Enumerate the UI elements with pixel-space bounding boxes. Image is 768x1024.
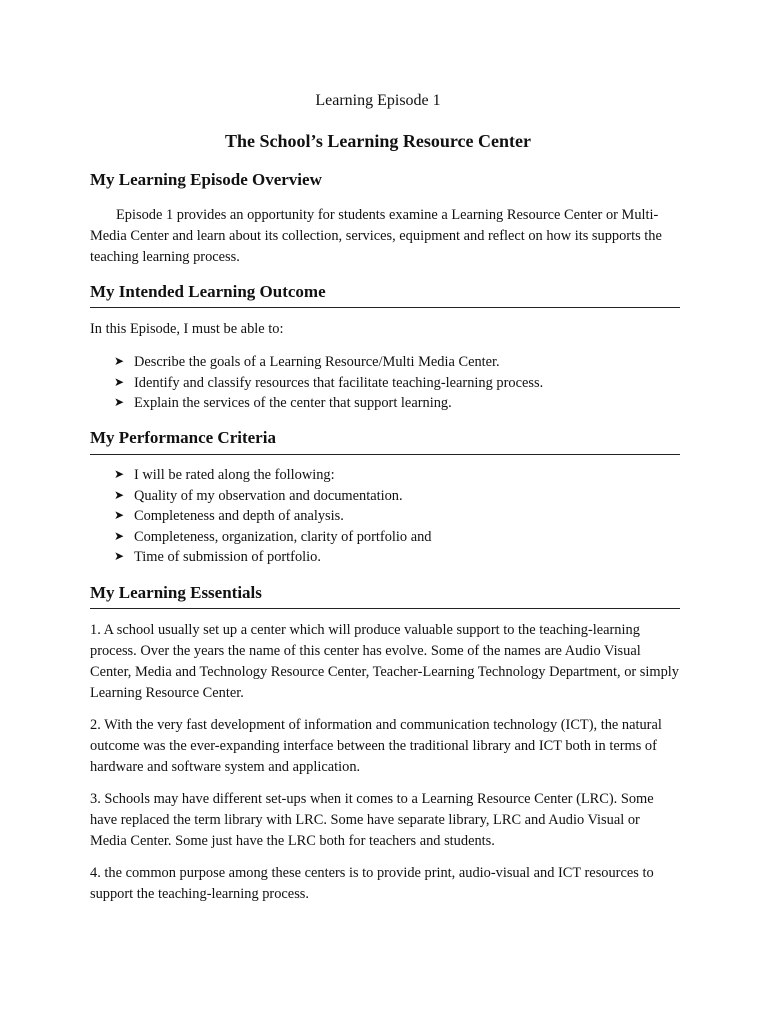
list-item-text: Time of submission of portfolio. — [134, 549, 321, 566]
list-item-text: Explain the services of the center that support learning. — [134, 395, 452, 412]
list-item — [114, 465, 431, 486]
essentials-heading: My Learning Essentials — [90, 583, 262, 602]
essentials-divider — [90, 608, 680, 609]
arrow-bullet-icon: ➤ — [114, 467, 125, 481]
list-item-text: Completeness and depth of analysis. — [134, 508, 344, 525]
overview-heading: My Learning Episode Overview — [90, 170, 322, 189]
list-item — [114, 486, 431, 507]
outcome-list — [114, 352, 543, 414]
criteria-divider — [90, 454, 680, 455]
arrow-bullet-icon: ➤ — [114, 395, 125, 410]
list-item-text: Quality of my observation and documentation. — [134, 487, 403, 504]
list-item — [114, 527, 431, 548]
list-item-text: I will be rated along the following: — [134, 467, 335, 483]
document-title: The School’s Learning Resource Center — [225, 131, 531, 151]
arrow-bullet-icon: ➤ — [114, 508, 125, 523]
arrow-bullet-icon: ➤ — [114, 549, 125, 564]
list-item — [114, 373, 543, 394]
list-item-text: Identify and classify resources that facilitate teaching-learning process. — [134, 374, 544, 391]
list-item-text: Describe the goals of a Learning Resource/Multi Media Center. — [134, 354, 500, 370]
list-item-text: Completeness, organization, clarity of portfolio and — [134, 528, 432, 545]
list-item — [114, 352, 543, 373]
list-item — [114, 547, 431, 568]
criteria-heading: My Performance Criteria — [90, 428, 276, 447]
essentials-paragraph-3: 3. Schools may have different set-ups when it comes to a Learning Resource Center (LRC). Some have replaced the term library with LRC. Some have separate library, LRC and Audio Visual or Media Center. Some just have the LRC both for teachers and students. — [90, 791, 654, 849]
arrow-bullet-icon: ➤ — [114, 528, 125, 543]
list-item — [114, 393, 543, 414]
essentials-paragraph-4: 4. the common purpose among these centers is to provide print, audio-visual and ICT resources to support the teaching-learning process. — [90, 865, 654, 902]
overview-paragraph: Episode 1 provides an opportunity for students examine a Learning Resource Center or Multi-Media Center and learn about its collection, services, equipment and reflect on how its supports the teaching learning process. — [90, 207, 662, 265]
essentials-paragraph-1: 1. A school usually set up a center which will produce valuable support to the teaching-learning process. Over the years the name of this center has evolve. Some of the names are Audio Visual Center, Media and Technology Resource Center, Teacher-Learning Technology Department, or simply Learning Resource Center. — [90, 622, 679, 701]
list-item — [114, 506, 431, 527]
arrow-bullet-icon: ➤ — [114, 354, 125, 368]
arrow-bullet-icon: ➤ — [114, 374, 125, 389]
criteria-list — [114, 465, 431, 568]
arrow-bullet-icon: ➤ — [114, 487, 125, 502]
outcome-divider — [90, 307, 680, 308]
episode-label: Learning Episode 1 — [315, 92, 441, 109]
outcome-heading: My Intended Learning Outcome — [90, 282, 326, 301]
essentials-paragraph-2: 2. With the very fast development of information and communication technology (ICT), the natural outcome was the ever-expanding interface between the traditional library and ICT both in terms of hardware and software system and application. — [90, 717, 662, 775]
outcome-intro: In this Episode, I must be able to: — [90, 321, 284, 337]
